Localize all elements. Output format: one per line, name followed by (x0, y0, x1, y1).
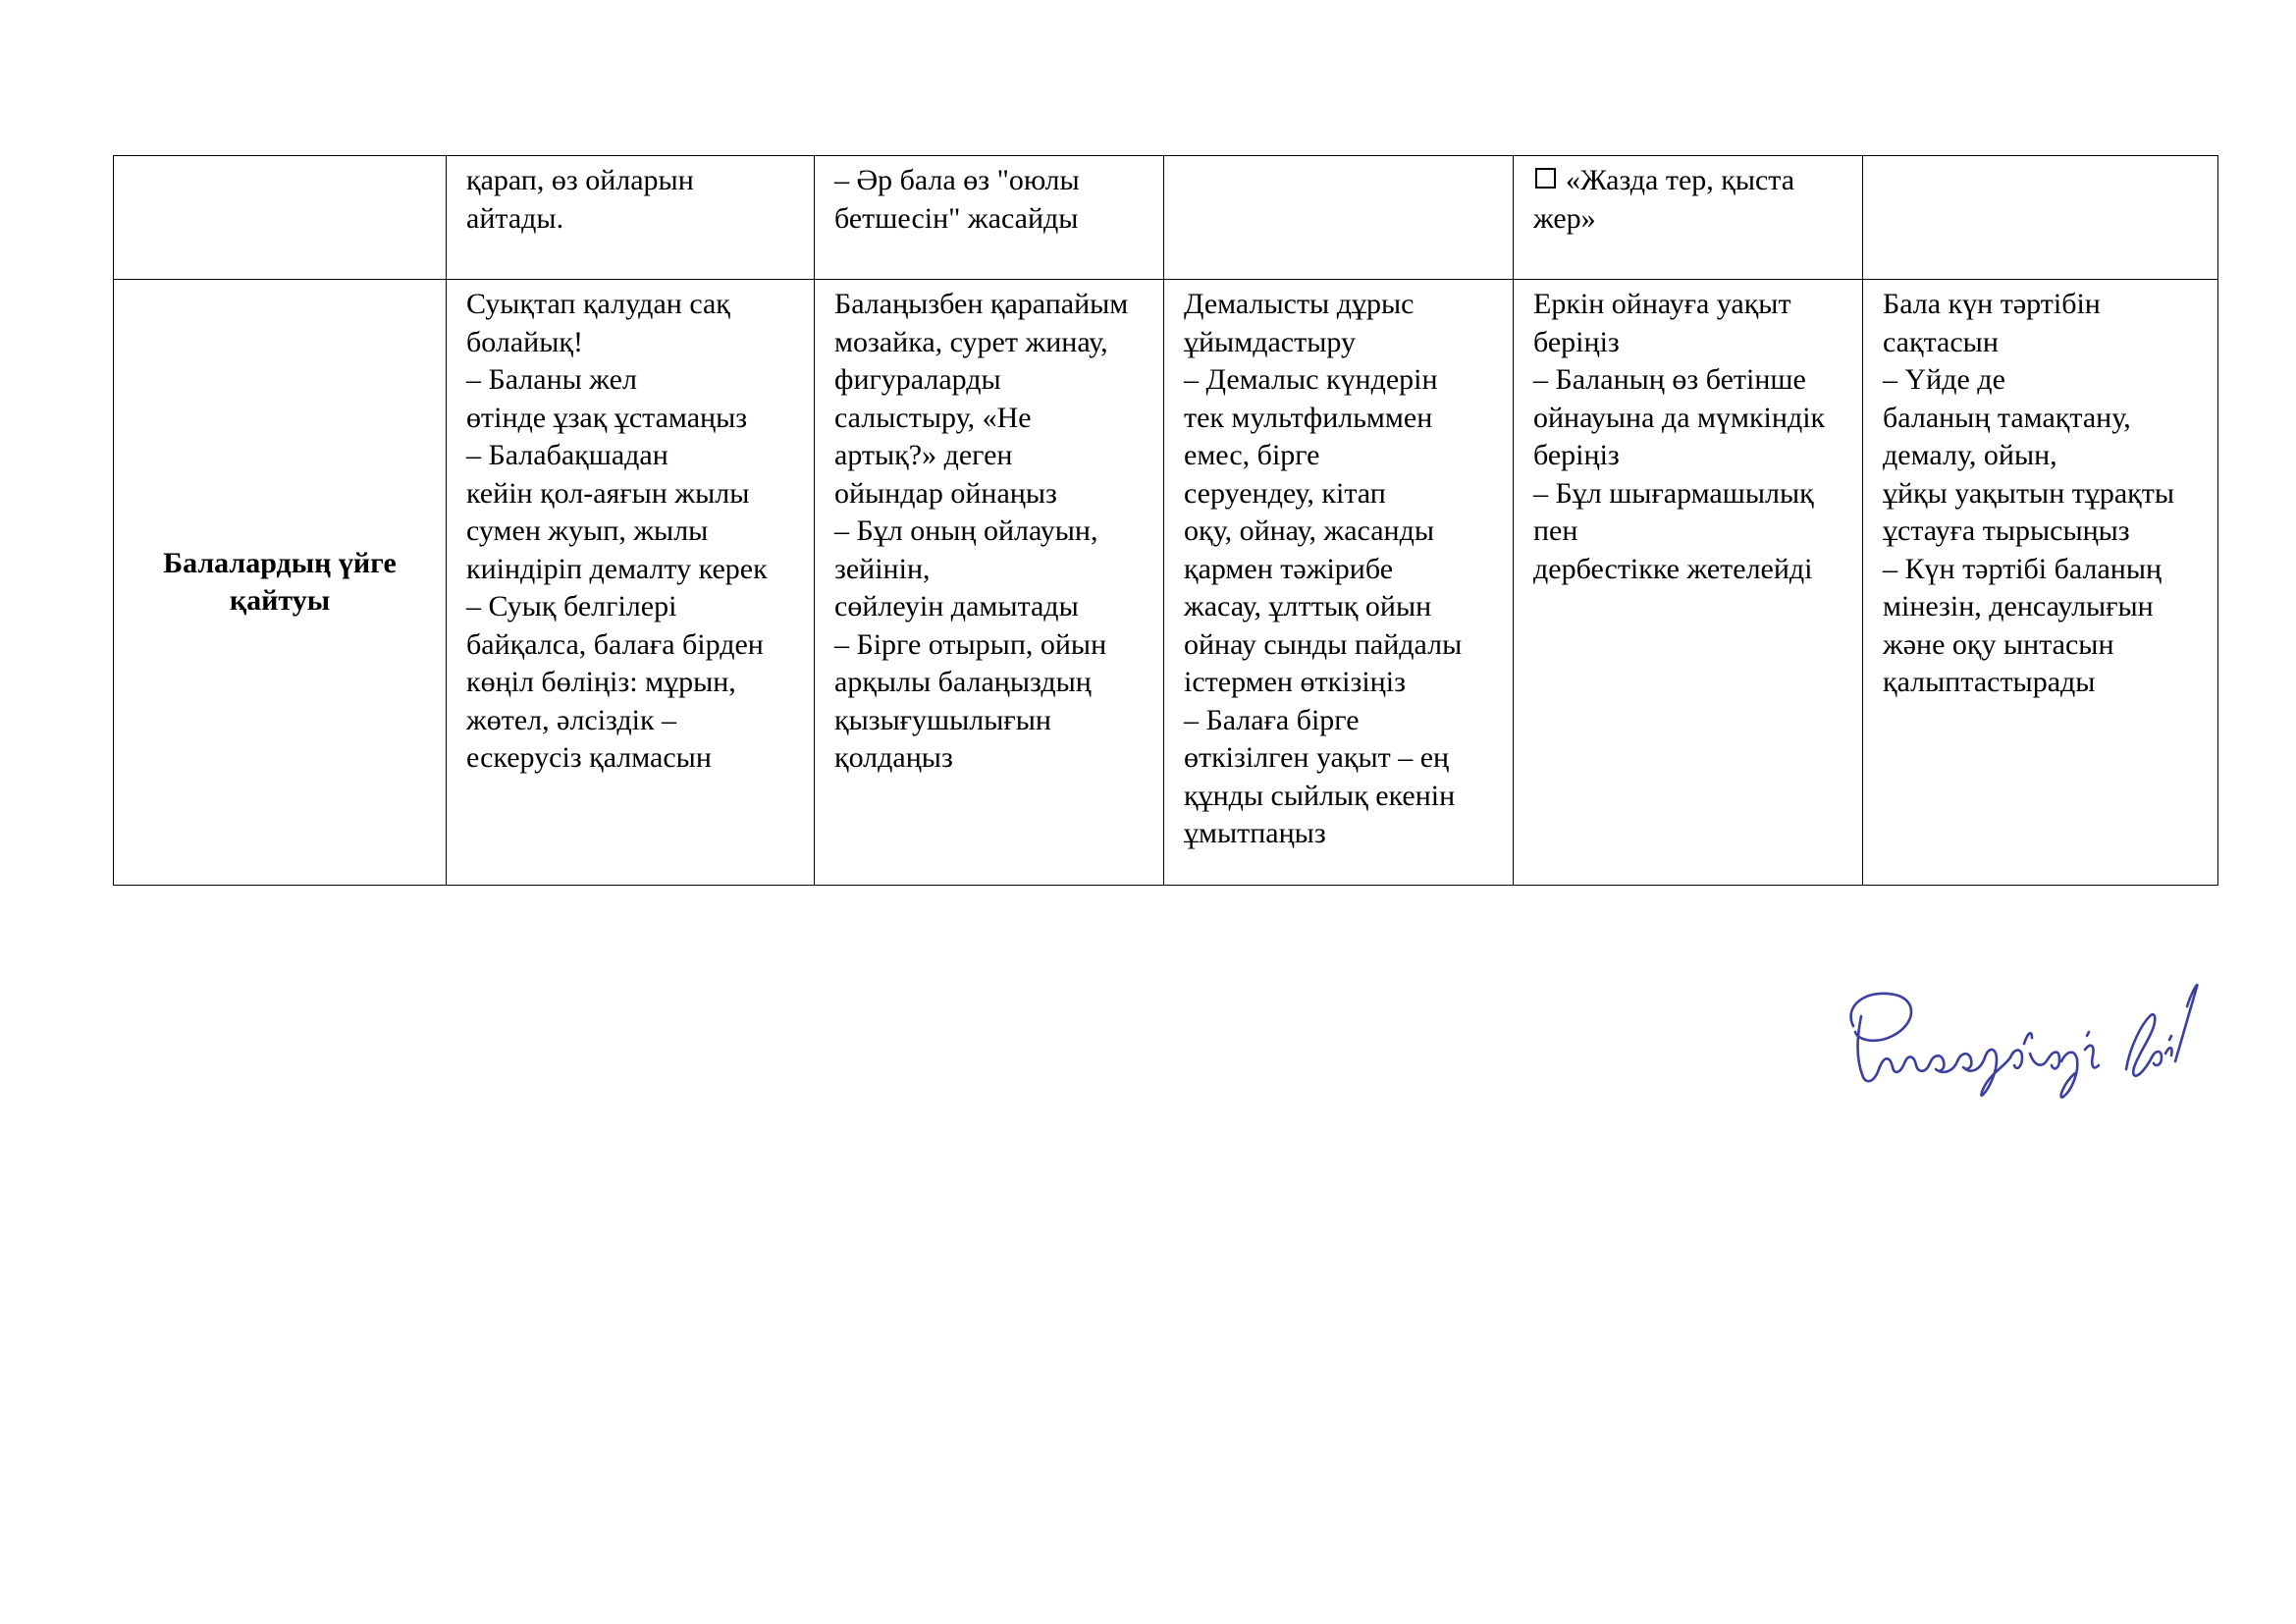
table-cell (1863, 156, 2218, 280)
table-cell: Еркін ойнауға уақыт беріңіз – Баланың өз бетінше ойнауына да мүмкіндік беріңіз – Бұл шығармашылық пен дербестікке жетелейді (1514, 280, 1863, 886)
section-title: Балалардың үйге қайтуы (114, 280, 447, 886)
cell-text: «Жазда тер, қыста жер» (1533, 164, 1795, 235)
table-cell: – Әр бала өз "оюлы бетшесін" жасайды (815, 156, 1164, 280)
table-row-going-home (114, 280, 2218, 886)
table-cell: Бала күн тәртібін сақтасын – Үйде де баланың тамақтану, демалу, ойын, ұйқы уақытын тұрақты ұстауға тырысыңыз – Күн тәртібі баланың мінезін, денсаулығын және оқу ынтасын қалыптастырады (1863, 280, 2218, 886)
activity-table (113, 155, 2218, 886)
table-row-continued (114, 156, 2218, 280)
table-cell (1164, 156, 1514, 280)
table-cell: Суықтап қалудан сақ болайық! – Баланы жел өтінде ұзақ ұстамаңыз – Балабақшадан кейін қол-аяғын жылы сумен жуып, жылы киіндіріп демалту керек – Суық белгілері байқалса, балаға бірден көңіл бөліңіз: мұрын, жөтел, әлсіздік – ескерусіз қалмасын (447, 280, 815, 886)
handwritten-signature (1836, 967, 2199, 1105)
row-header-cell-empty (114, 156, 447, 280)
table-cell: Балаңызбен қарапайым мозайка, сурет жинау, фигураларды салыстыру, «Не артық?» деген ойындар ойнаңыз – Бұл оның ойлауын, зейінін, сөйлеуін дамытады – Бірге отырып, ойын арқылы балаңыздың қызығушылығын қолдаңыз (815, 280, 1164, 886)
checkbox-icon (1535, 168, 1556, 189)
signature-text: Әкеевілова (1836, 967, 1841, 968)
table-cell-with-checkbox (1514, 156, 1863, 280)
table-cell: қарап, өз ойларын айтады. (447, 156, 815, 280)
table-cell: Демалысты дұрыс ұйымдастыру – Демалыс күндерін тек мультфильммен емес, бірге серуендеу, кітап оқу, ойнау, жасанды қармен тәжірибе жасау, ұлттық ойын ойнау сынды пайдалы істермен өткізіңіз – Балаға бірге өткізілген уақыт – ең құнды сыйлық екенін ұмытпаңыз (1164, 280, 1514, 886)
